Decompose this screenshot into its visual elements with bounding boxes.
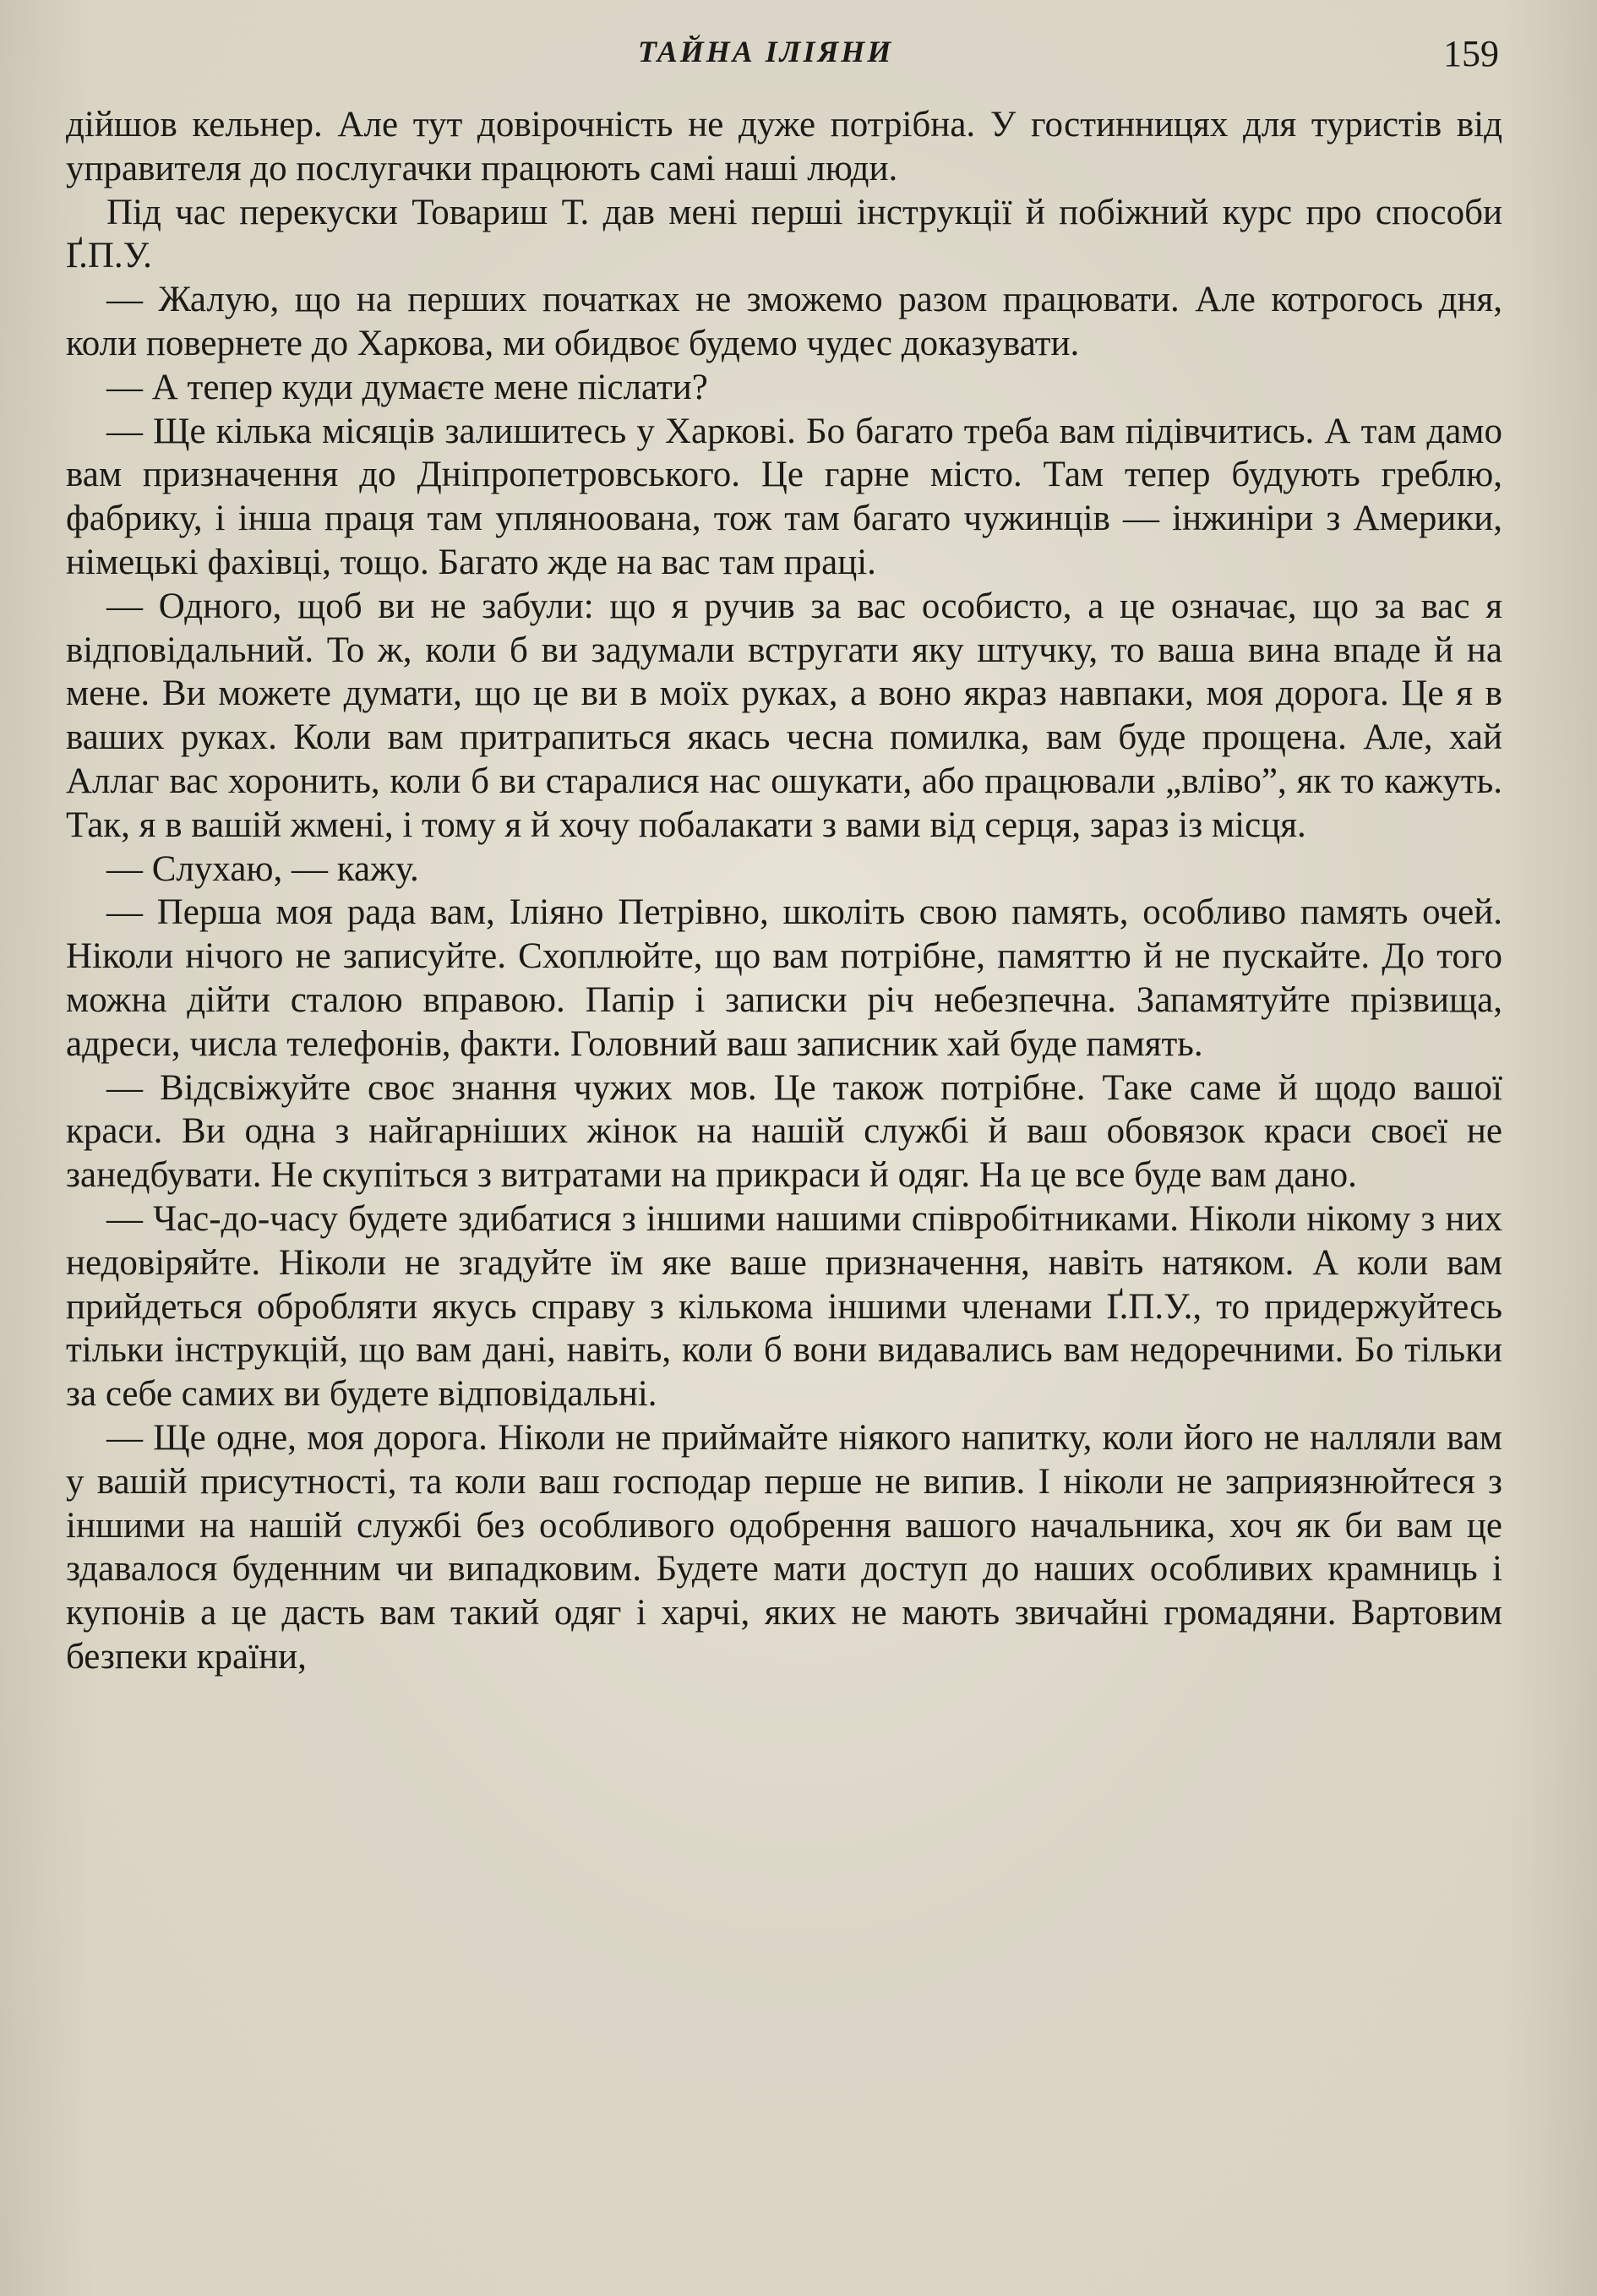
paragraph-9: — Відсвіжуйте своє знання чужих мов. Це також потрібне. Таке саме й щодо вашої краси. Ви одна з найгарніших жінок на нашій службі й ваш обовязок краси своєї не занедбувати. Не скупіться з витратами на прикраси й одяг. На це все буде вам дано. — [66, 1067, 1502, 1196]
running-title: ТАЙНА ІЛІЯНИ — [638, 35, 894, 68]
running-header — [0, 34, 1597, 85]
paragraph-3: — Жалую, що на перших початках не зможемо разом працювати. Але котрогось дня, коли повернете до Харкова, ми обидвоє будемо чудес доказувати. — [66, 280, 1502, 363]
paragraph-10: — Час-до-часу будете здибатися з іншими нашими співробітниками. Ніколи нікому з них недовіряйте. Ніколи не згадуйте їм яке ваше призначення, навіть натяком. А коли вам прийдеться обробляти якусь справу з кількома іншими членами Ґ.П.У., то придержуйтесь тільки інструкцій, що вам дані, навіть, коли б вони видавались вам недоречними. Бо тільки за себе самих ви будете відповідальні. — [66, 1198, 1502, 1415]
paragraph-5: — Ще кілька місяців залишитесь у Харкові. Бо багато треба вам підівчитись. А там дамо вам призначення до Дніпропетровського. Це гарне місто. Там тепер будують греблю, фабрику, і інша праця там упляноована, тож там багато чужинців — інжиніри з Америки, німецькі фахівці, тощо. Багато жде на вас там праці. — [66, 411, 1502, 582]
paragraph-7: — Слухаю, — кажу. — [106, 848, 419, 889]
paragraph-1: дійшов кельнер. Але тут довірочність не дуже потрібна. У гостинницях для туристів від управителя до послугачки працюють самі наші люди. — [66, 105, 1502, 188]
paragraph-4: — А тепер куди думаєте мене післати? — [106, 367, 708, 407]
body-text — [66, 103, 1502, 1679]
paragraph-2: Під час перекуски Товариш Т. дав мені перші інструкції й побіжний курс про способи Ґ.П.У. — [66, 192, 1502, 276]
paragraph-6: — Одного, щоб ви не забули: що я ручив за вас особисто, а це означає, що за вас я відповідальний. То ж, коли б ви задумали встругати яку штучку, то ваша вина впаде й на мене. Ви можете думати, що це ви в моїх руках, а воно якраз навпаки, моя дорога. Це я в ваших руках. Коли вам притрапиться якась чесна помилка, вам буде прощена. Але, хай Аллаг вас хоронить, коли б ви старалися нас ошукати, або працювали „вліво”, як то кажуть. Так, я в вашій жмені, і тому я й хочу побалакати з вами від серця, зараз із місця. — [66, 586, 1502, 845]
paragraph-8: — Перша моя рада вам, Іліяно Петрівно, школіть свою память, особливо память очей. Ніколи нічого не записуйте. Схоплюйте, що вам потрібне, памяттю й не пускайте. До того можна дійти сталою вправою. Папір і записки річ небезпечна. Запамятуйте прізвища, адреси, числа телефонів, факти. Головний ваш записник хай буде память. — [66, 892, 1502, 1064]
paragraph-11: — Ще одне, моя дорога. Ніколи не приймайте ніякого напитку, коли його не налляли вам у вашій присутності, та коли ваш господар перше не випив. І ніколи не заприязнюйтеся з іншими на нашій службі без особливого одобрення вашого начальника, хоч як би вам це здавалося буденним чи випадковим. Будете мати доступ до наших особливих крамниць і купонів а це дасть вам такий одяг і харчі, яких не мають звичайні громадяни. Вартовим безпеки країни, — [66, 1417, 1502, 1677]
page-number: 159 — [1443, 33, 1499, 74]
